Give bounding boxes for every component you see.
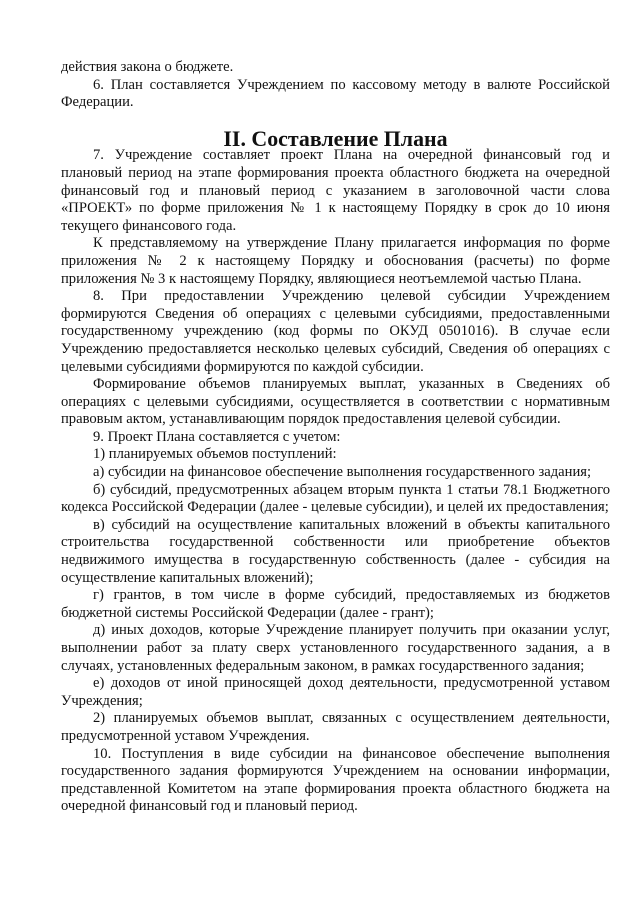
paragraph-9: 9. Проект Плана составляется с учетом:	[93, 428, 341, 445]
paragraph-9-1-g: г) грантов, в том числе в форме субсидий, предоставляемых из бюджетов бюджетной системы Российской Федерации (далее - грант);	[61, 587, 610, 621]
paragraph-8-formation: Формирование объемов планируемых выплат, указанных в Сведениях об операциях с целевыми субсидиями, осуществляется в соответствии с нормативным правовым актом, устанавливающим порядок предоставления целевой субсидии.	[61, 376, 610, 428]
paragraph-9-1-e: е) доходов от иной приносящей доход деятельности, предусмотренной уставом Учреждения;	[61, 675, 610, 709]
paragraph-8: 8. При предоставлении Учреждению целевой субсидии Учреждением формируются Сведения об операциях с целевыми субсидиями, предоставленными государственному учреждению (код формы по ОКУД 0501016). В случае если Учреждению предоставляется несколько целевых субсидий, Сведения об операциях с целевыми субсидиями формируются по каждой субсидии.	[61, 288, 610, 375]
paragraph-9-1: 1) планируемых объемов поступлений:	[93, 446, 337, 463]
paragraph-9-1-v: в) субсидий на осуществление капитальных вложений в объекты капитального строительства государственной собственности или приобретение объектов недвижимого имущества в государственную собственность (далее - субсидия на осуществление капитальных вложений);	[61, 516, 610, 586]
paragraph-9-1-d: д) иных доходов, которые Учреждение планирует получить при оказании услуг, выполнении работ за плату сверх установленного государственного задания, а в случаях, установленных федеральным законом, в рамках государственного задания;	[61, 622, 610, 674]
paragraph-10: 10. Поступления в виде субсидии на финансовое обеспечение выполнения государственного задания формируются Учреждением на основании информации, представленной Комитетом на этапе формирования проекта областного бюджета на очередной финансовый год и плановый период.	[61, 745, 610, 815]
paragraph-continuation: действия закона о бюджете.	[61, 59, 234, 75]
paragraph-9-1-a: а) субсидии на финансовое обеспечение выполнения государственного задания;	[93, 464, 592, 481]
section-title: II. Составление Плана	[223, 125, 448, 151]
paragraph-9-2: 2) планируемых объемов выплат, связанных с осуществлением деятельности, предусмотренной уставом Учреждения.	[61, 710, 610, 744]
paragraph-9-1-b: б) субсидий, предусмотренных абзацем вторым пункта 1 статьи 78.1 Бюджетного кодекса Российской Федерации (далее - целевые субсидии), и целей их предоставления;	[61, 481, 610, 516]
paragraph-7: 7. Учреждение составляет проект Плана на очередной финансовый год и плановый период на этапе формирования проекта областного бюджета на очередной финансовый год и плановый период с указанием в заголовочной части слова «ПРОЕКТ» по форме приложения № 1 к настоящему Порядку в срок до 10 июня текущего финансового года.	[61, 147, 610, 234]
paragraph-7-attachment: К представляемому на утверждение Плану прилагается информация по форме приложения № 2 к настоящему Порядку и обоснования (расчеты) по форме приложения № 3 к настоящему Порядку, являющиеся неотъемлемой частью Плана.	[61, 235, 610, 287]
paragraph-6: 6. План составляется Учреждением по кассовому методу в валюте Российской Федерации.	[61, 76, 610, 111]
